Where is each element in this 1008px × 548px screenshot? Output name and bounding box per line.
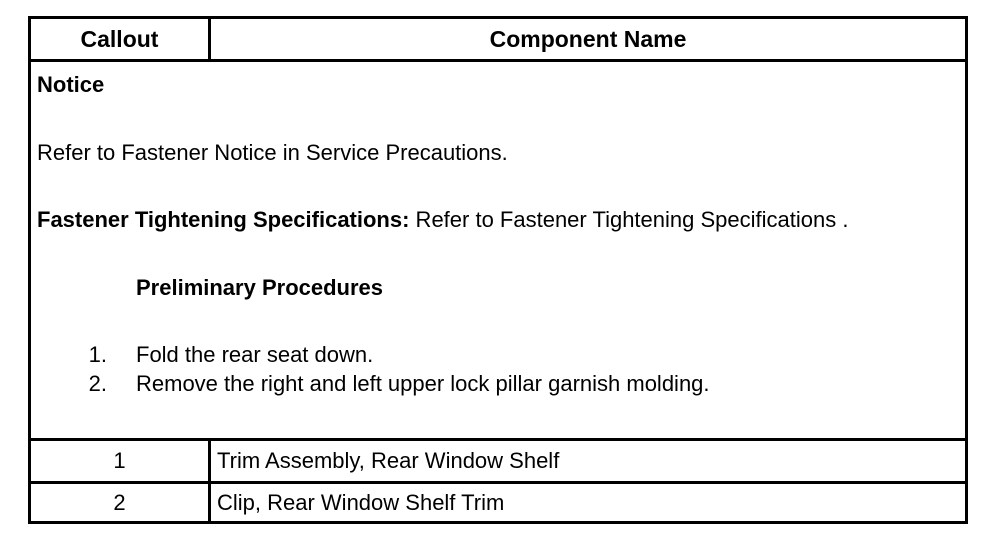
table-row [31, 484, 965, 521]
component-name-column-header: Component Name [489, 25, 687, 52]
notice-title: Notice [37, 72, 105, 97]
procedure-number: 2. [88, 371, 107, 396]
component-table [28, 16, 968, 524]
procedure-text: Fold the rear seat down. [136, 342, 374, 367]
fastener-spec-label: Fastener Tightening Specifications: [37, 207, 410, 232]
callout-cell: 1 [31, 441, 211, 481]
component-name-cell: Trim Assembly, Rear Window Shelf [217, 448, 560, 473]
fastener-spec-text: Refer to Fastener Tightening Specifications . [409, 207, 849, 232]
procedure-number: 1. [88, 342, 107, 367]
callout-cell: 2 [31, 484, 211, 521]
notice-reference-text: Refer to Fastener Notice in Service Precautions. [37, 140, 508, 165]
notice-section [31, 62, 965, 441]
callout-column-header: Callout [31, 19, 211, 59]
preliminary-procedures-heading: Preliminary Procedures [136, 275, 384, 300]
component-name-cell: Clip, Rear Window Shelf Trim [217, 489, 505, 515]
table-row [31, 441, 965, 484]
fastener-spec-line [37, 207, 848, 233]
table-header-row [31, 19, 965, 62]
procedure-text: Remove the right and left upper lock pillar garnish molding. [136, 371, 710, 396]
